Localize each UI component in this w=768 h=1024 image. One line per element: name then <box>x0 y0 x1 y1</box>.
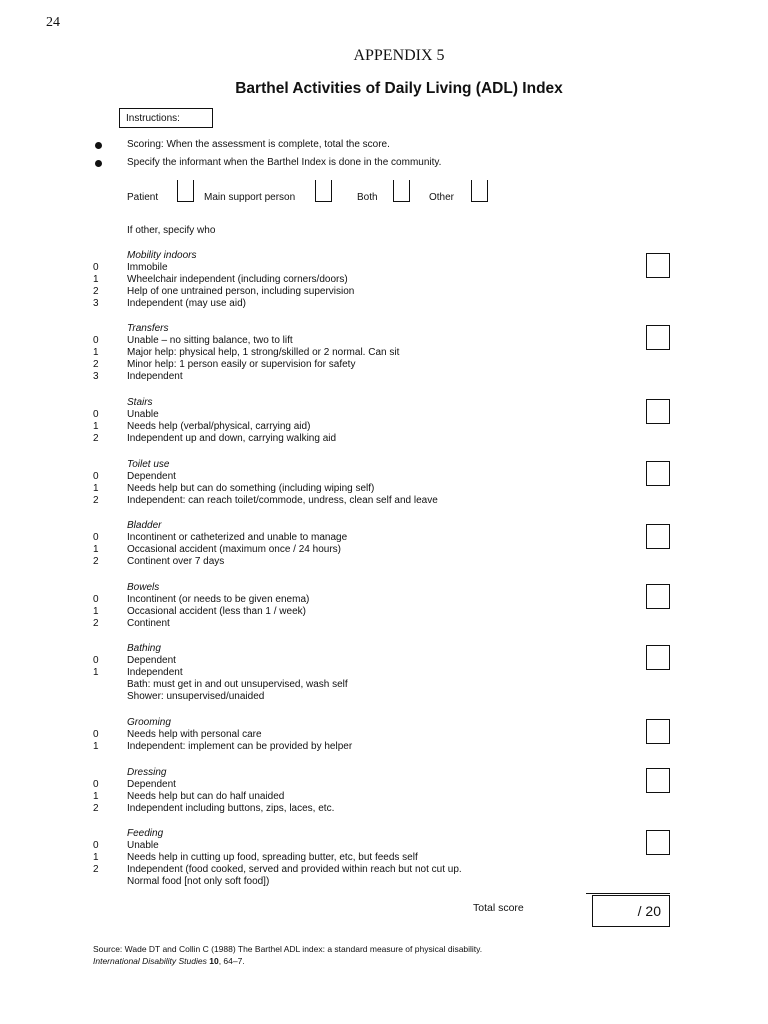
score-box-toilet[interactable] <box>646 461 670 486</box>
score-description: Normal food [not only soft food]) <box>127 876 270 887</box>
source-line: Source: Wade DT and Collin C (1988) The Barthel ADL index: a standard measure of physical disability. <box>93 944 483 954</box>
score-description: Unable <box>127 840 159 851</box>
section-title-bowels: Bowels <box>127 582 160 593</box>
score-description: Independent up and down, carrying walking aid <box>127 433 337 444</box>
score-description: Continent over 7 days <box>127 556 225 567</box>
total-score-box[interactable]: / 20 <box>592 895 670 927</box>
score-value: 0 <box>93 471 99 482</box>
score-value: 2 <box>93 864 99 875</box>
score-description: Independent including buttons, zips, laces, etc. <box>127 803 335 814</box>
source-journal-line <box>93 955 482 967</box>
score-value: 2 <box>93 359 99 370</box>
appendix-heading: APPENDIX 5 <box>353 47 445 64</box>
score-description: Needs help but can do something (including wiping self) <box>127 483 375 494</box>
score-value: 0 <box>93 779 99 790</box>
score-value: 0 <box>93 335 99 346</box>
score-description: Immobile <box>127 262 168 273</box>
source-pages: , 64–7. <box>218 956 245 966</box>
score-description: Needs help but can do half unaided <box>127 791 285 802</box>
section-title-grooming: Grooming <box>127 717 171 728</box>
score-value: 1 <box>93 483 99 494</box>
score-description: Independent (may use aid) <box>127 298 246 309</box>
score-value: 0 <box>93 532 99 543</box>
informant-checkbox-other[interactable] <box>471 180 488 202</box>
score-value: 0 <box>93 729 99 740</box>
score-box-bowels[interactable] <box>646 584 670 609</box>
score-value: 2 <box>93 556 99 567</box>
score-value: 1 <box>93 791 99 802</box>
score-box-transfers[interactable] <box>646 325 670 350</box>
score-description: Minor help: 1 person easily or supervision for safety <box>127 359 356 370</box>
score-description: Occasional accident (maximum once / 24 hours) <box>127 544 341 555</box>
section-title-feeding: Feeding <box>127 828 164 839</box>
score-box-bathing[interactable] <box>646 645 670 670</box>
score-value: 2 <box>93 495 99 506</box>
score-value: 0 <box>93 840 99 851</box>
informant-checkbox-patient[interactable] <box>177 180 194 202</box>
score-value: 0 <box>93 262 99 273</box>
score-box-stairs[interactable] <box>646 399 670 424</box>
score-description: Incontinent (or needs to be given enema) <box>127 594 310 605</box>
score-description: Needs help (verbal/physical, carrying aid) <box>127 421 311 432</box>
score-description: Major help: physical help, 1 strong/skilled or 2 normal. Can sit <box>127 347 400 358</box>
score-description: Independent <box>127 371 183 382</box>
score-value: 0 <box>93 594 99 605</box>
page-number: 24 <box>46 15 60 30</box>
informant-label-other: Other <box>429 192 455 203</box>
informant-checkbox-both[interactable] <box>393 180 410 202</box>
informant-checkbox-main-support[interactable] <box>315 180 332 202</box>
score-value: 3 <box>93 298 99 309</box>
document-title: Barthel Activities of Daily Living (ADL) Index <box>235 80 563 97</box>
section-title-mobility: Mobility indoors <box>127 250 197 261</box>
score-description: Independent: can reach toilet/commode, undress, clean self and leave <box>127 495 438 506</box>
score-value: 0 <box>93 409 99 420</box>
section-title-toilet: Toilet use <box>127 459 170 470</box>
score-description: Incontinent or catheterized and unable to manage <box>127 532 348 543</box>
score-description: Bath: must get in and out unsupervised, wash self <box>127 679 348 690</box>
score-value: 1 <box>93 606 99 617</box>
instruction-bullet: Scoring: When the assessment is complete, total the score. <box>127 139 390 150</box>
informant-label-patient: Patient <box>127 192 159 203</box>
instructions-box: Instructions: <box>119 108 213 128</box>
score-value: 1 <box>93 667 99 678</box>
section-title-dressing: Dressing <box>127 767 167 778</box>
score-value: 1 <box>93 544 99 555</box>
informant-label-both: Both <box>357 192 378 203</box>
score-value: 1 <box>93 741 99 752</box>
score-description: Shower: unsupervised/unaided <box>127 691 265 702</box>
score-description: Occasional accident (less than 1 / week) <box>127 606 306 617</box>
score-box-dressing[interactable] <box>646 768 670 793</box>
score-description: Independent <box>127 667 183 678</box>
score-box-feeding[interactable] <box>646 830 670 855</box>
section-title-transfers: Transfers <box>127 323 169 334</box>
score-value: 1 <box>93 274 99 285</box>
score-description: Independent: implement can be provided by helper <box>127 741 353 752</box>
score-description: Unable – no sitting balance, two to lift <box>127 335 293 346</box>
source-citation <box>93 943 482 967</box>
score-description: Needs help in cutting up food, spreading butter, etc, but feeds self <box>127 852 418 863</box>
if-other-label: If other, specify who <box>127 225 216 236</box>
score-description: Dependent <box>127 471 176 482</box>
score-description: Needs help with personal care <box>127 729 262 740</box>
informant-label-main-support: Main support person <box>204 192 296 203</box>
bullet-icon <box>95 160 102 167</box>
total-divider <box>586 893 670 894</box>
score-value: 1 <box>93 852 99 863</box>
score-value: 3 <box>93 371 99 382</box>
score-description: Unable <box>127 409 159 420</box>
score-description: Continent <box>127 618 170 629</box>
score-value: 2 <box>93 618 99 629</box>
score-value: 2 <box>93 286 99 297</box>
source-journal: International Disability Studies <box>93 956 207 966</box>
score-value: 2 <box>93 803 99 814</box>
score-description: Independent (food cooked, served and provided within reach but not cut up. <box>127 864 462 875</box>
score-box-mobility[interactable] <box>646 253 670 278</box>
score-description: Dependent <box>127 655 176 666</box>
source-volume: 10 <box>206 956 219 966</box>
section-title-bathing: Bathing <box>127 643 161 654</box>
score-value: 0 <box>93 655 99 666</box>
score-description: Wheelchair independent (including corners/doors) <box>127 274 348 285</box>
score-description: Help of one untrained person, including supervision <box>127 286 355 297</box>
score-value: 1 <box>93 421 99 432</box>
score-box-grooming[interactable] <box>646 719 670 744</box>
section-title-bladder: Bladder <box>127 520 162 531</box>
section-title-stairs: Stairs <box>127 397 153 408</box>
instruction-bullet: Specify the informant when the Barthel Index is done in the community. <box>127 157 442 168</box>
bullet-icon <box>95 142 102 149</box>
score-description: Dependent <box>127 779 176 790</box>
score-box-bladder[interactable] <box>646 524 670 549</box>
score-value: 1 <box>93 347 99 358</box>
score-value: 2 <box>93 433 99 444</box>
total-score-label: Total score <box>473 902 524 914</box>
